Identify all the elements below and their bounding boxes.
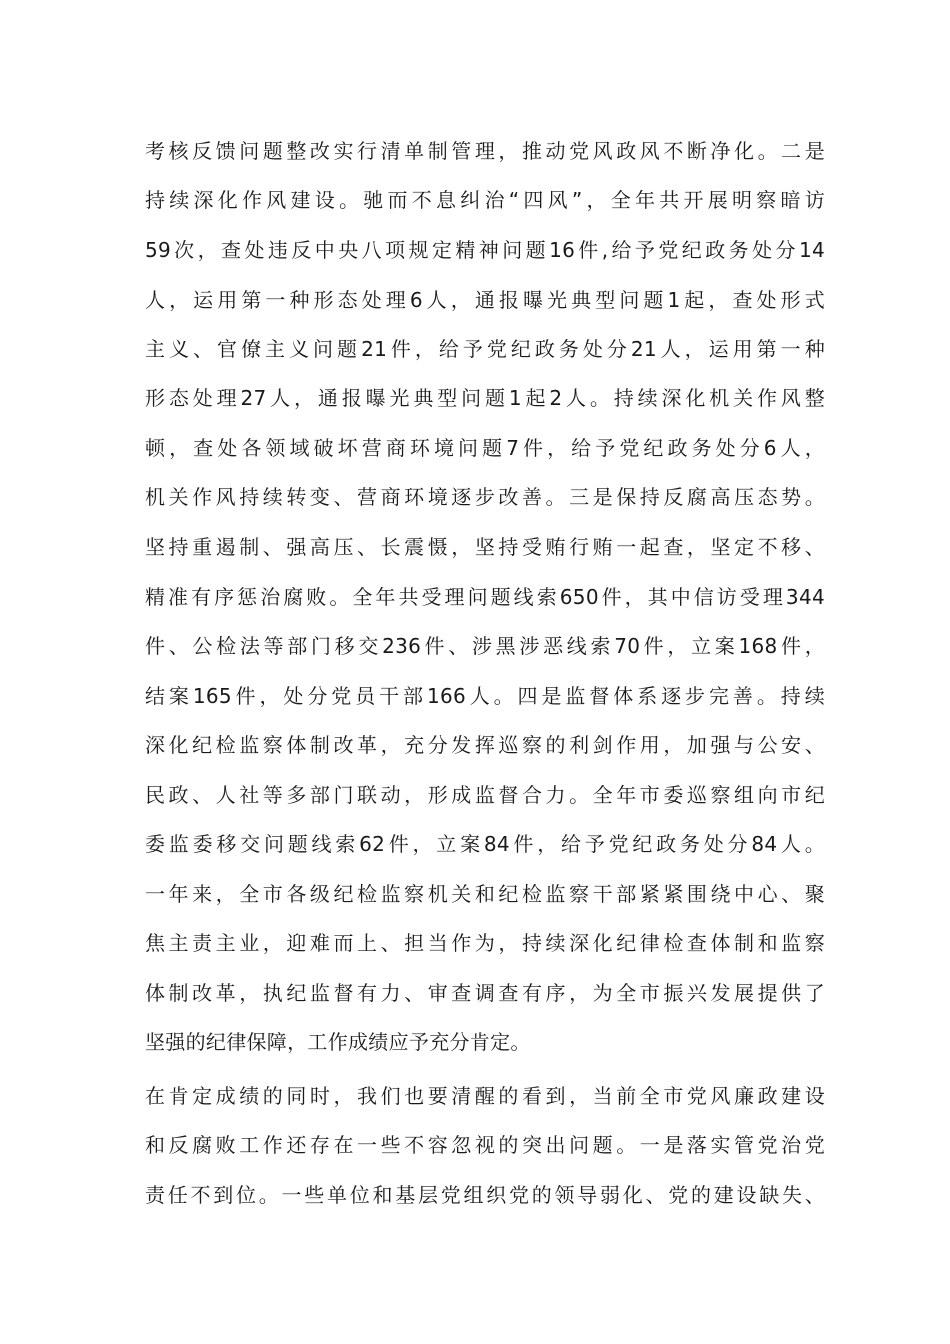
text-line: 持续深化作风建设。驰而不息纠治“四风”，全年共开展明察暗访 <box>145 188 825 212</box>
text-line: 焦主责主业，迎难而上、担当作为，持续深化纪律检查体制和监察 <box>145 931 825 955</box>
text-line: 责任不到位。一些单位和基层党组织党的领导弱化、党的建设缺失、 <box>145 1183 825 1207</box>
text-line: 形态处理27人，通报曝光典型问题1起2人。持续深化机关作风整 <box>145 386 825 410</box>
text-line: 主义、官僚主义问题21件，给予党纪政务处分21人，运用第一种 <box>145 337 825 361</box>
text-line: 结案165件，处分党员干部166人。四是监督体系逐步完善。持续 <box>145 684 825 708</box>
text-line: 一年来，全市各级纪检监察机关和纪检监察干部紧紧围绕中心、聚 <box>145 882 825 906</box>
text-line: 精准有序惩治腐败。全年共受理问题线索650件，其中信访受理344 <box>145 585 825 609</box>
text-line: 和反腐败工作还存在一些不容忽视的突出问题。一是落实管党治党 <box>145 1133 825 1157</box>
text-line: 坚强的纪律保障，工作成绩应予充分肯定。 <box>145 1030 531 1054</box>
text-line: 体制改革，执纪监督有力、审查调查有序，为全市振兴发展提供了 <box>145 981 825 1005</box>
text-line: 顿，查处各领域破坏营商环境问题7件，给予党纪政务处分6人， <box>145 436 825 460</box>
text-line: 件、公检法等部门移交236件、涉黑涉恶线索70件，立案168件， <box>145 634 825 658</box>
text-line: 在肯定成绩的同时，我们也要清醒的看到，当前全市党风廉政建设 <box>145 1084 825 1108</box>
text-line: 委监委移交问题线索62件，立案84件，给予党纪政务处分84人。 <box>145 832 825 856</box>
text-line: 坚持重遏制、强高压、长震慑，坚持受贿行贿一起查，坚定不移、 <box>145 535 825 559</box>
text-line: 考核反馈问题整改实行清单制管理，推动党风政风不断净化。二是 <box>145 139 825 163</box>
text-line: 机关作风持续转变、营商环境逐步改善。三是保持反腐高压态势。 <box>145 485 825 509</box>
text-line: 59次，查处违反中央八项规定精神问题16件,给予党纪政务处分14 <box>145 238 825 262</box>
text-line: 民政、人社等多部门联动，形成监督合力。全年市委巡察组向市纪 <box>145 783 825 807</box>
text-line: 深化纪检监察体制改革，充分发挥巡察的利剑作用，加强与公安、 <box>145 733 825 757</box>
text-line: 人，运用第一种形态处理6人，通报曝光典型问题1起，查处形式 <box>145 288 825 312</box>
